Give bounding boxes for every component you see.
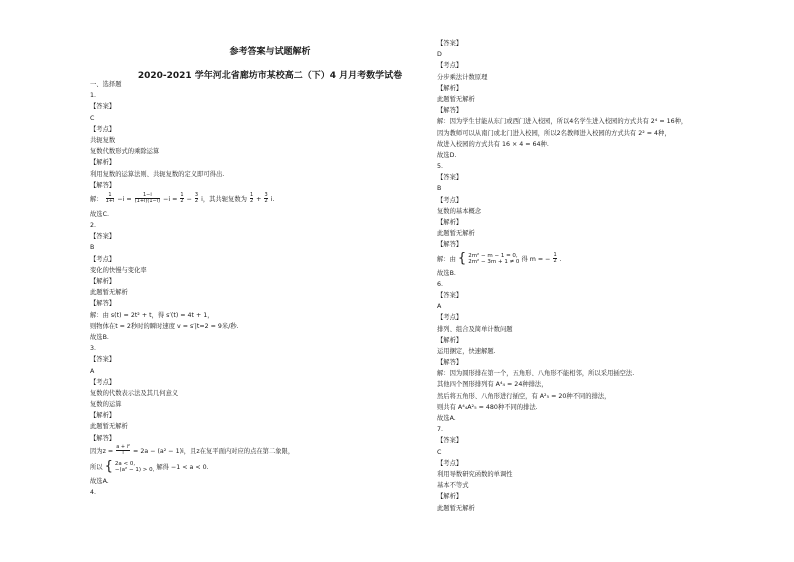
conclusion: 故选C.: [90, 210, 109, 218]
solution-tag: 【解答】: [90, 434, 116, 442]
answer-tag: 【答案】: [437, 174, 463, 182]
conclusion: 故选A.: [437, 415, 456, 422]
solution-tag: 【解答】: [437, 241, 463, 249]
point-item: 共轭复数: [90, 136, 116, 144]
conclusion: 故选D.: [437, 151, 457, 159]
answer-value: A: [437, 303, 442, 311]
solution-formula: 因为z = $\frac{\text{a + i²}}{i}$ = 2a − (a² − 1)i，且z在复平面内对应的点在第二象限，: [90, 443, 295, 457]
section-heading: 一、选择题: [90, 81, 122, 88]
right-column: [437, 38, 757, 514]
point-item: 分步乘法计数原理: [437, 73, 488, 81]
analysis-text: 此题暂无解析: [90, 289, 128, 297]
left-brace: {: [104, 459, 113, 475]
point-tag: 【考点】: [437, 196, 463, 204]
answer-value: B: [90, 244, 95, 252]
solution-text: 其他四个图形排列有 A⁴₄ = 24种排法，: [437, 381, 548, 389]
solution-formula: 解： $\frac{1}{1+i}$ −i = $\frac{1-i}{(1+i)(1-i)}$ −i = $\frac{1}{2}$ − $\frac{3}{2}$ i，其共轭复数为 $\frac{1}{2}$ + $\frac{3}{2}$ i.: [90, 191, 275, 205]
left-column: [90, 79, 420, 498]
analysis-tag: 【解析】: [437, 219, 463, 226]
conclusion: 故选B.: [437, 269, 456, 277]
answer-tag: 【答案】: [90, 233, 116, 241]
fraction: $\frac{1-i}{(1+i)(1-i)}$: [134, 191, 161, 205]
solution-tag: 【解答】: [90, 181, 116, 189]
solution-text: 故进入校园的方式共有 16 × 4 = 64种.: [437, 140, 549, 148]
solution-tag: 【解答】: [437, 107, 463, 115]
answer-value: C: [437, 448, 442, 456]
question-number: 4.: [90, 489, 97, 496]
question-number: 2.: [90, 222, 97, 230]
question-number: 7.: [437, 426, 444, 434]
point-item: 基本不等式: [437, 482, 469, 490]
fraction: $\frac{1}{1+i}$: [105, 191, 115, 205]
answer-value: B: [437, 185, 442, 193]
fraction: $\frac{1}{2}$: [553, 251, 557, 265]
solution-tag: 【解答】: [437, 359, 463, 367]
question-number: 6.: [437, 280, 444, 288]
point-tag: 【考点】: [437, 314, 463, 322]
answer-value: C: [90, 114, 95, 122]
solution-tag: 【解答】: [90, 300, 116, 308]
analysis-text: 利用复数的运算法则、共轭复数的定义即可得出.: [90, 170, 225, 178]
solution-text: 解：由 s(t) = 2t² + t，得 s′(t) = 4t + 1，: [90, 311, 214, 319]
analysis-tag: 【解析】: [437, 493, 463, 501]
solution-text: 则物体在t = 2秒时的瞬时速度 v = s′|t=2 = 9米/秒.: [90, 322, 239, 330]
question-number: 5.: [437, 163, 444, 171]
page-title: 参考答案与试题解析: [229, 47, 311, 57]
point-item: 复数代数形式的乘除运算: [90, 148, 160, 156]
exam-title: 2020-2021 学年河北省廊坊市某校高二（下）4 月月考数学试卷: [137, 71, 403, 81]
analysis-tag: 【解析】: [437, 336, 463, 344]
analysis-tag: 【解析】: [90, 159, 116, 167]
answer-tag: 【答案】: [437, 437, 463, 445]
point-tag: 【考点】: [90, 125, 116, 133]
point-tag: 【考点】: [437, 62, 463, 70]
point-item: 利用导数研究函数的单调性: [437, 470, 513, 478]
fraction: $\frac{1}{2}$: [180, 191, 184, 205]
point-item: 复数的基本概念: [437, 207, 482, 215]
answer-tag: 【答案】: [437, 291, 463, 299]
solution-text: 解：因为学生甘能从东门或西门进入校园，所以4名学生进入校园的方式共有 2⁴ = 16种，: [437, 118, 688, 126]
analysis-text: 此题暂无解析: [437, 230, 475, 238]
solution-text: 则共有 A⁴₄A²₅ = 480种不同的排法.: [437, 403, 538, 411]
left-brace: {: [457, 251, 467, 267]
analysis-text: 此题暂无解析: [437, 504, 475, 512]
answer-tag: 【答案】: [90, 356, 116, 364]
solution-text: 解：因为圆形排在第一个，五角形、八角形不能相邻，所以采用插空法.: [437, 370, 635, 378]
point-tag: 【考点】: [437, 459, 463, 467]
fraction: $\frac{1}{2}$: [249, 191, 254, 205]
fraction: $\frac{3}{2}$: [194, 191, 199, 205]
point-item: 变化的快慢与变化率: [90, 266, 147, 274]
point-tag: 【考点】: [90, 378, 116, 386]
point-item: 排列、组合及简单计数问题: [437, 325, 513, 333]
fraction: $\frac{3}{2}$: [264, 191, 268, 205]
point-item: 复数的运算: [90, 401, 122, 409]
solution-system: 解：由 { 2m² − m − 1 = 0, 2m² − 3m + 1 ≠ 0 得 m = − $\frac{1}{2}$ .: [437, 251, 562, 267]
analysis-text: 此题暂无解析: [437, 95, 475, 103]
analysis-text: 此题暂无解析: [90, 423, 128, 431]
answer-value: A: [90, 367, 95, 375]
question-number: 3.: [90, 345, 97, 353]
answer-tag: 【答案】: [90, 103, 116, 111]
analysis-tag: 【解析】: [90, 278, 116, 285]
question-number: 1.: [90, 92, 97, 100]
conclusion: 故选A.: [90, 477, 109, 485]
analysis-tag: 【解析】: [437, 84, 463, 92]
analysis-tag: 【解析】: [90, 412, 116, 420]
solution-text: 然后将五角形、八角形进行插空，有 A²₅ = 20种不同的排法，: [437, 392, 611, 400]
point-item: 复数的代数表示法及其几何意义: [90, 389, 179, 397]
solution-system: 所以 { 2a < 0, −(a² − 1) > 0, 解得 −1 < a < 0.: [90, 459, 209, 475]
point-tag: 【考点】: [90, 255, 116, 263]
solution-text: 因为教师可以从南门或北门进入校园，所以2名教师进入校园的方式共有 2² = 4种，: [437, 129, 671, 137]
analysis-text: 运用捆定，快速解题.: [437, 347, 496, 355]
conclusion: 故选B.: [90, 333, 109, 341]
answer-value: D: [437, 51, 442, 59]
fraction: $\frac{\text{a + i²}}{i}$: [116, 443, 131, 457]
answer-tag: 【答案】: [437, 40, 463, 47]
